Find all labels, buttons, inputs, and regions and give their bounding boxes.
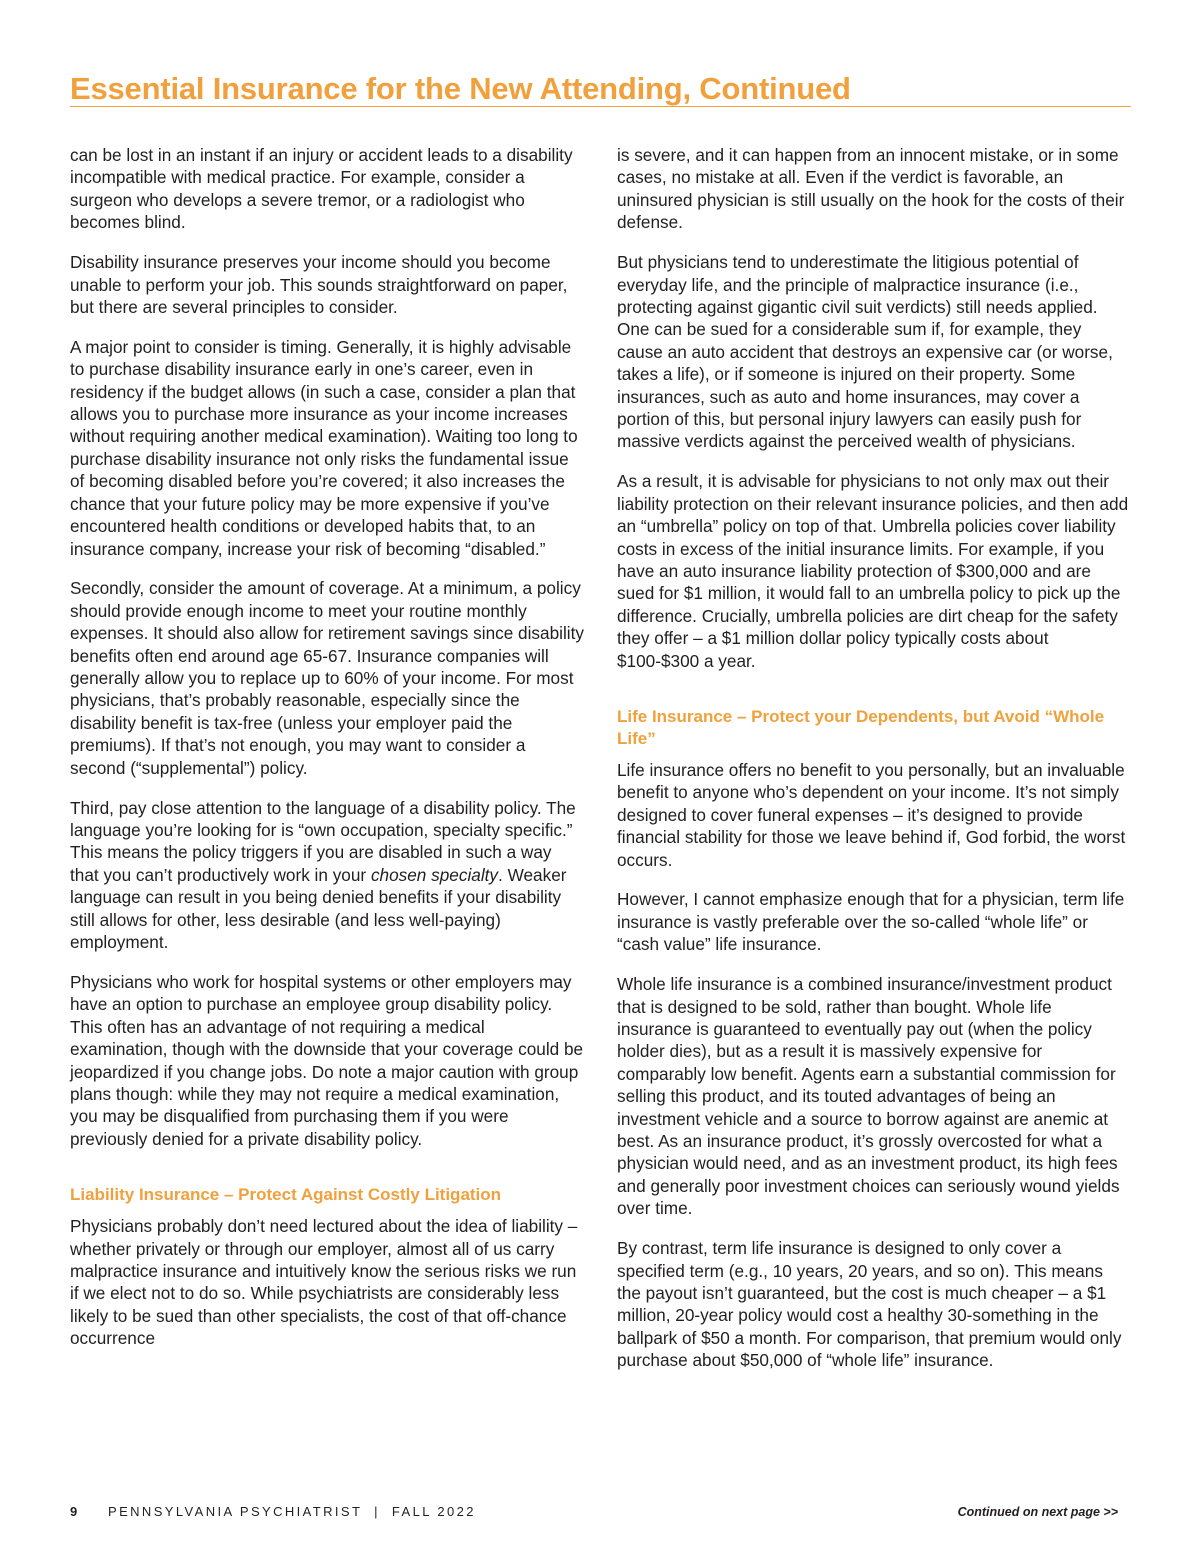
paragraph: A major point to consider is timing. Generally, it is highly advisable to purchase disability insurance early in one’s career, even in residency if the budget allows (in such a case, consider a plan that allows you to purchase more insurance as your income increases without requiring another medical examination). Waiting too long to purchase disability insurance not only risks the fundamental issue of becoming disabled before you’re covered; it also increases the chance that your future policy may be more expensive if you’ve encountered health conditions or developed habits that, to an insurance company, increase your risk of becoming “disabled.” [70, 336, 578, 559]
emphasized-text: chosen specialty [370, 864, 499, 885]
right-column [617, 144, 1131, 1389]
paragraph: Secondly, consider the amount of coverage. At a minimum, a policy should provide enough income to meet your routine monthly expenses. It should also allow for retirement savings since disability benefits often end around age 65-67. Insurance companies will generally allow you to replace up to 60% of your income. For most physicians, that’s probably reasonable, especially since the disability benefit is tax-free (unless your employer paid the premiums). If that’s not enough, you may want to consider a second (“supplemental”) policy. [70, 578, 584, 778]
text-run: Third, pay close attention to the language of a disability policy. The language you’re looking for is “own occupation, specialty specific.” This means the policy triggers if you are disabled in such a way that you can’t productively work in your [70, 797, 576, 885]
paragraph: But physicians tend to underestimate the litigious potential of everyday life, and the principle of malpractice insurance (i.e., protecting against gigantic civil suit verdicts) still needs applied. One can be sued for a considerable sum if, for example, they cause an auto accident that destroys an expensive car (or worse, takes a life), or if someone is injured on their property. Some insurances, such as auto and home insurances, may cover a portion of this, but personal injury lawyers can easily push for massive verdicts against the perceived wealth of physicians. [617, 252, 1113, 452]
page-title: Essential Insurance for the New Attending, Continued [70, 71, 851, 106]
paragraph: Physicians who work for hospital systems or other employers may have an option to purchase an employee group disability policy. This often has an advantage of not requiring a medical examination, though with the downside that your coverage could be jeopardized if you change jobs. Do note a major caution with group plans though: while they may not require a medical examination, you may be disqualified from purchasing them if you were previously denied for a private disability policy. [70, 971, 584, 1149]
page-number: 9 [70, 1504, 78, 1519]
paragraph: can be lost in an instant if an injury or accident leads to a disability incompatible with medical practice. For example, consider a surgeon who develops a severe tremor, or a radiologist who becomes blind. [70, 145, 573, 233]
text-run: . Weaker language can result in you being denied benefits if your disability still allows for other, less desirable (and less well-paying) employment. [70, 864, 567, 952]
section-heading-life-insurance: Life Insurance – Protect your Dependents, but Avoid “Whole Life” [617, 706, 1105, 748]
publication-footer: PENNSYLVANIA PSYCHIATRIST | FALL 2022 [108, 1504, 476, 1519]
paragraph: Disability insurance preserves your income should you become unable to perform your job. This sounds straightforward on paper, but there are several principles to consider. [70, 252, 568, 317]
left-column [70, 144, 584, 1367]
paragraph: As a result, it is advisable for physicians to not only max out their liability protection on their relevant insurance policies, and then add an “umbrella” policy on top of that. Umbrella policies cover liability costs in excess of the initial insurance limits. For example, if you have an auto insurance liability protection of $300,000 and are sued for $1 million, it would fall to an umbrella policy to pick up the difference. Crucially, umbrella policies are dirt cheap for the safety they offer – a $1 million dollar policy typically costs about $100-$300 a year. [617, 471, 1129, 671]
paragraph: is severe, and it can happen from an innocent mistake, or in some cases, no mistake at all. Even if the verdict is favorable, an uninsured physician is still usually on the hook for the costs of their defense. [617, 145, 1125, 233]
paragraph: By contrast, term life insurance is designed to only cover a specified term (e.g., 10 years, 20 years, and so on). This means the payout isn’t guaranteed, but the cost is much cheaper – a $1 million, 20-year policy would cost a healthy 30-something in the ballpark of $50 a month. For comparison, that premium would only purchase about $50,000 of “whole life” insurance. [617, 1238, 1122, 1371]
section-heading-liability: Liability Insurance – Protect Against Costly Litigation [70, 1185, 502, 1205]
title-divider [70, 106, 1131, 107]
continued-link[interactable]: Continued on next page >> [957, 1505, 1118, 1519]
paragraph: Whole life insurance is a combined insurance/investment product that is designed to be sold, rather than bought. Whole life insurance is guaranteed to eventually pay out (when the policy holder dies), but as a result it is massively expensive for comparably low benefit. Agents earn a substantial commission for selling this product, and its touted advantages of being an investment vehicle and a source to borrow against are anemic at best. As an insurance product, it’s grossly overcosted for what a physician would need, and as an investment product, its high fees and generally poor investment choices can seriously wound yields over time. [617, 974, 1120, 1219]
paragraph: Life insurance offers no benefit to you personally, but an invaluable benefit to anyone who’s dependent on your income. It’s not simply designed to cover funeral expenses – it’s designed to provide financial stability for those we leave behind if, God forbid, the worst occurs. [617, 759, 1126, 870]
paragraph-own-occupation [70, 797, 584, 954]
paragraph: Physicians probably don’t need lectured about the idea of liability – whether privately or through our employer, almost all of us carry malpractice insurance and intuitively know the serious risks we run if we elect not to do so. While psychiatrists are considerably less likely to be sued than other specialists, the cost of that off-chance occurrence [70, 1216, 578, 1349]
paragraph: However, I cannot emphasize enough that for a physician, term life insurance is vastly preferable over the so-called “whole life” or “cash value” life insurance. [617, 889, 1125, 955]
